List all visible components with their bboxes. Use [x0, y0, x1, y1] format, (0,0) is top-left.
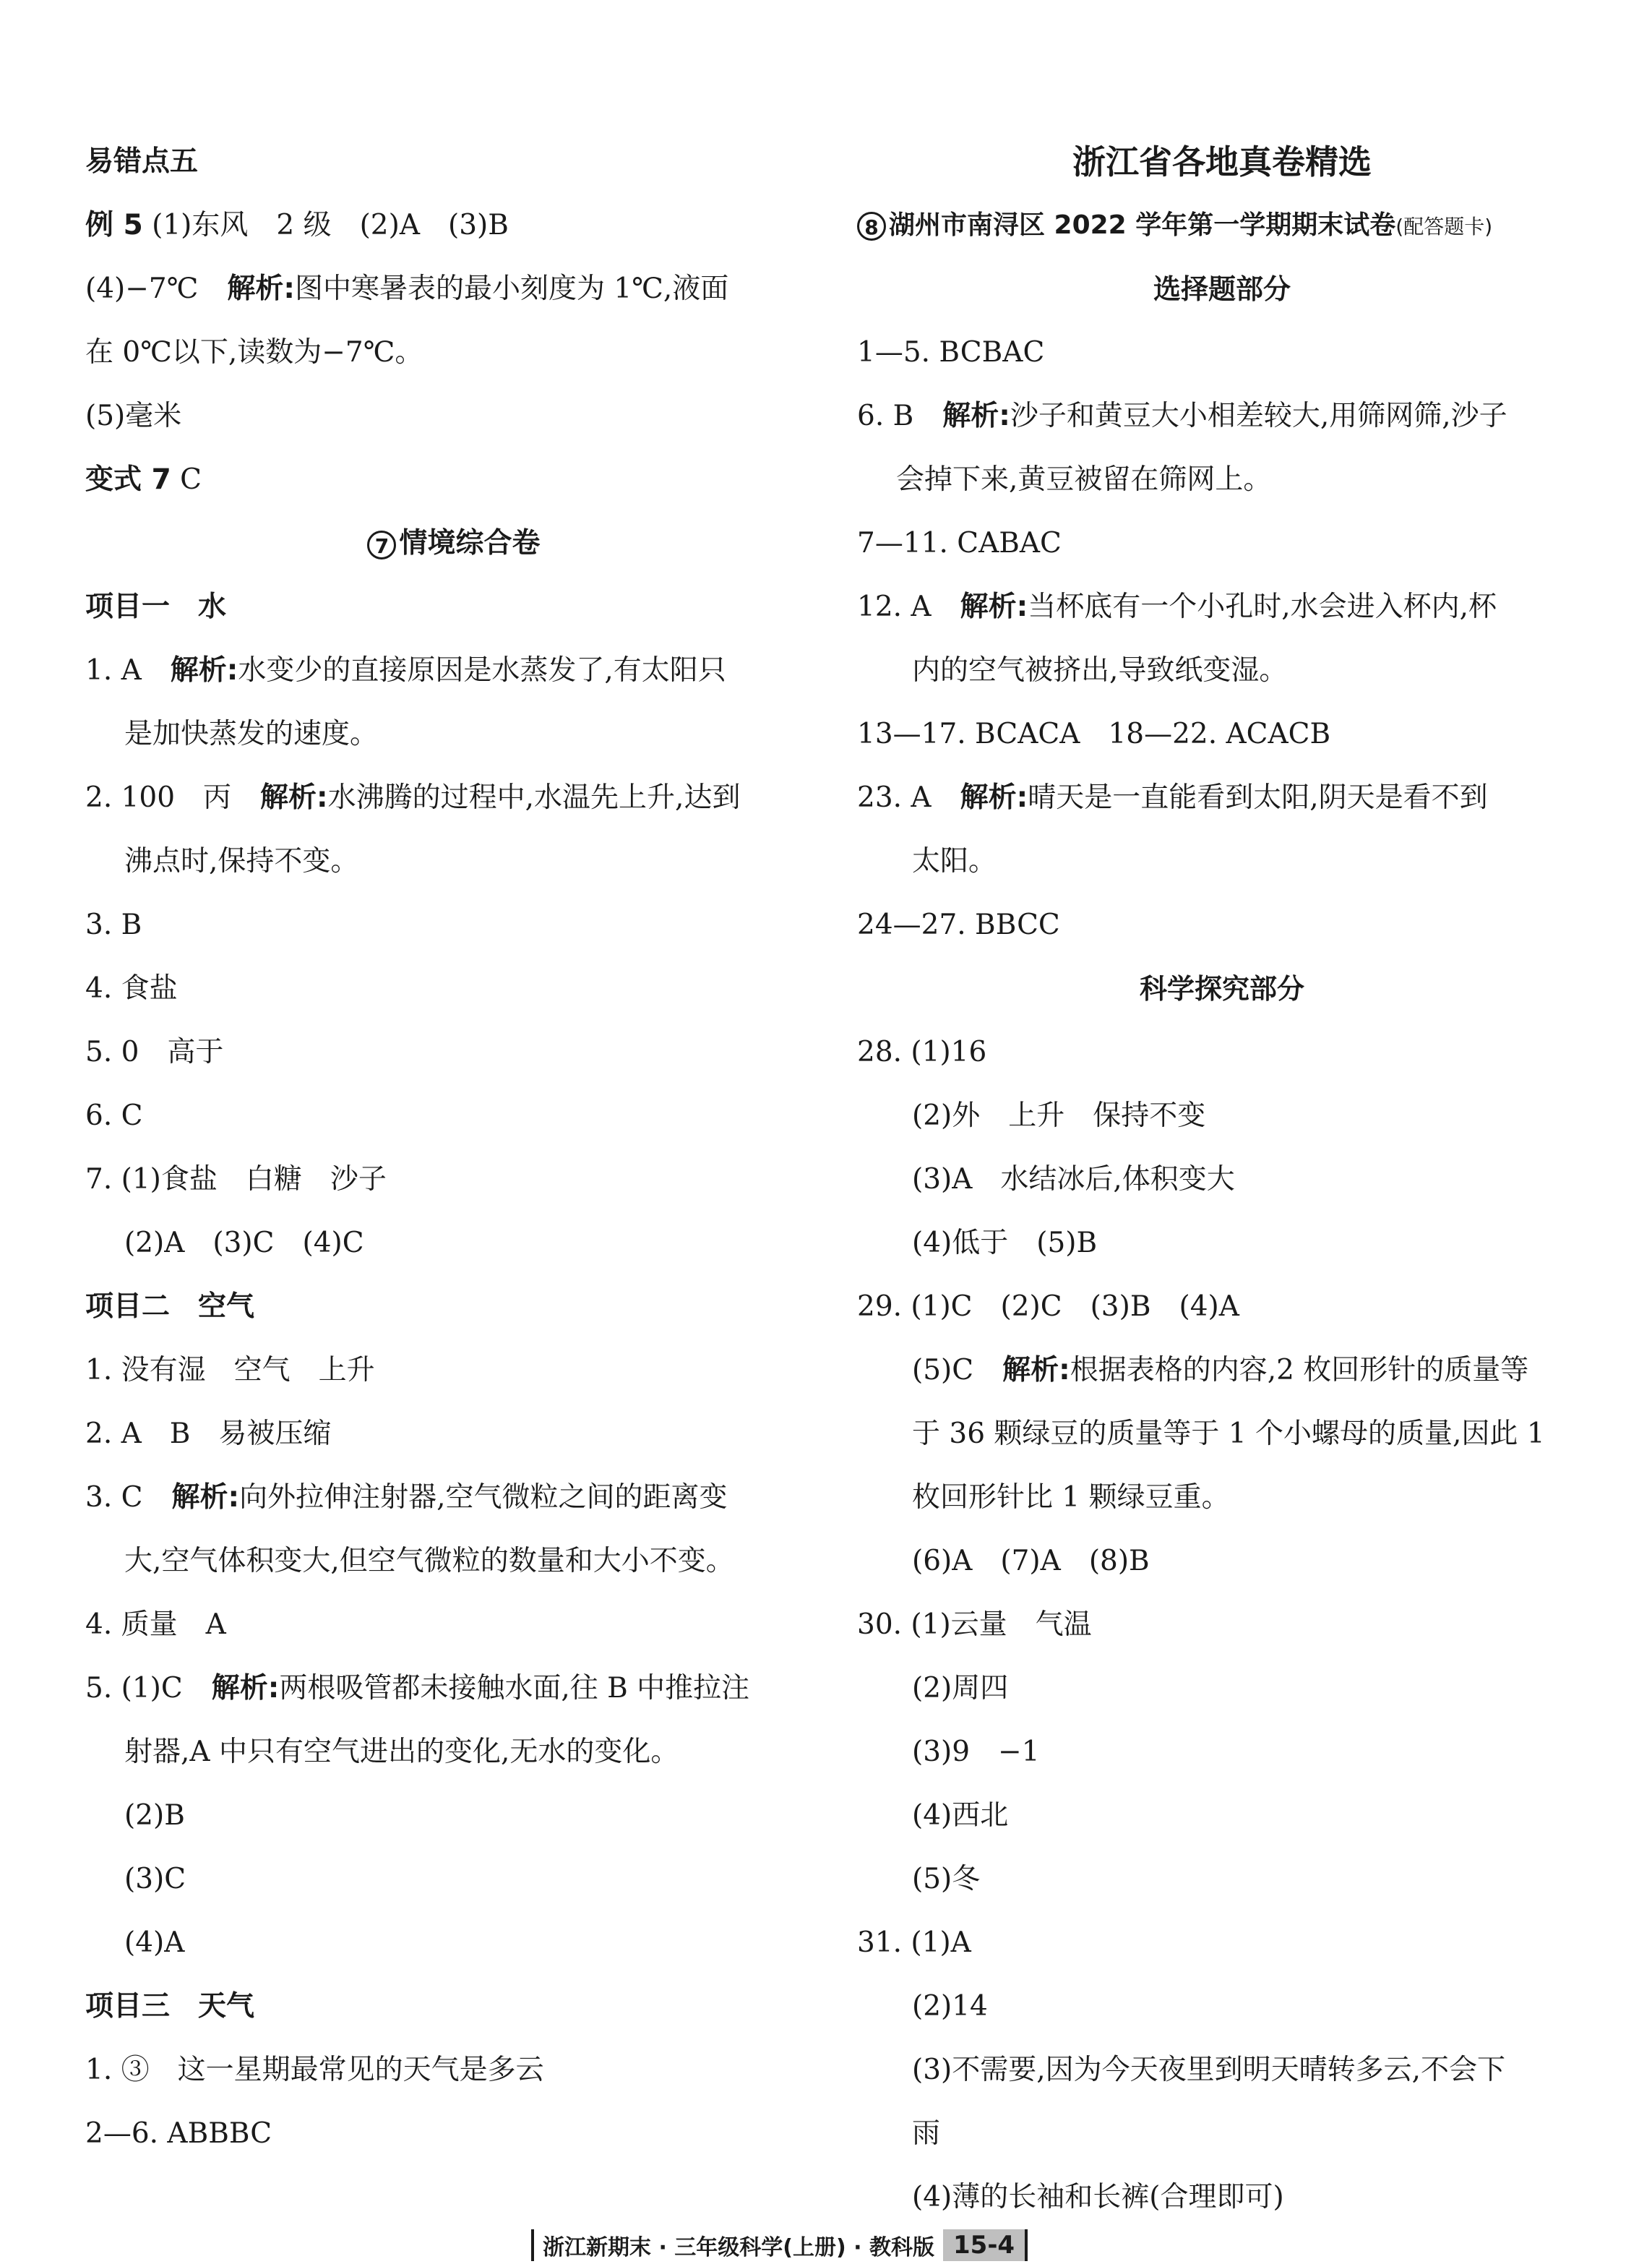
p1-q6: 6. C: [85, 1099, 143, 1132]
p2-q4: 4. 质量 A: [85, 1608, 226, 1641]
r-q24: 24—27. BBCC: [857, 909, 1060, 941]
variant-label: 变式 7: [85, 463, 171, 496]
q29-c: (6)A (7)A (8)B: [912, 1545, 1150, 1577]
p3-q1: 1. ③ 这一星期最常见的天气是多云: [85, 2054, 544, 2086]
p2-q5-b: (2)B: [124, 1799, 185, 1832]
q30-c: (3)9 −1: [912, 1736, 1040, 1768]
p1-q4: 4. 食盐: [85, 972, 178, 1005]
analysis-label: 解析:: [960, 781, 1028, 814]
example-5-line3: 在 0℃以下,读数为−7℃。: [85, 336, 423, 369]
q29-b-cont1: 于 36 颗绿豆的质量等于 1 个小螺母的质量,因此 1: [912, 1418, 1545, 1450]
example-label: 例 5: [85, 209, 143, 241]
p1-q3: 3. B: [85, 909, 142, 941]
p2-q5-c: (3)C: [124, 1863, 186, 1895]
p3-q2: 2—6. ABBBC: [85, 2117, 272, 2150]
q28-a: 28. (1)16: [857, 1036, 987, 1068]
analysis-label: 解析:: [960, 591, 1028, 623]
analysis-label: 解析:: [227, 273, 295, 305]
p1-q5: 5. 0 高于: [85, 1036, 224, 1068]
analysis-text: 沙子和黄豆大小相差较大,用筛网筛,沙子: [1010, 400, 1507, 432]
analysis-text: 根据表格的内容,2 枚回形针的质量等: [1070, 1354, 1529, 1386]
analysis-label: 解析:: [211, 1672, 280, 1705]
answer-text: 12. A: [857, 591, 932, 623]
r-q12: [857, 575, 1587, 639]
answer-text: 5. (1)C: [85, 1672, 183, 1705]
q29-b: [857, 1339, 1587, 1402]
answer-text: 3. C: [85, 1481, 143, 1514]
r-q13: 13—17. BCACA 18—22. ACACB: [857, 718, 1331, 750]
answer-text: 23. A: [857, 781, 932, 814]
r-q12-cont: 内的空气被挤出,导致纸变湿。: [912, 654, 1288, 687]
r-q6: [857, 385, 1587, 448]
province-heading: 浙江省各地真卷精选: [1072, 142, 1372, 181]
q31-b: (2)14: [912, 1990, 988, 2023]
q31-a: 31. (1)A: [857, 1926, 971, 1959]
error-point-heading: 易错点五: [85, 145, 199, 178]
p2-q3-cont: 大,空气体积变大,但空气微粒的数量和大小不变。: [124, 1545, 734, 1577]
q29-b-cont2: 枚回形针比 1 颗绿豆重。: [912, 1481, 1230, 1514]
analysis-text: 晴天是一直能看到太阳,阴天是看不到: [1028, 781, 1488, 814]
p1-q1: [85, 639, 822, 703]
variant-7: [85, 448, 822, 512]
answer-text: (4)−7℃: [85, 273, 199, 305]
example-5-line2: [85, 257, 822, 321]
r-q7: 7—11. CABAC: [857, 527, 1062, 559]
analysis-text: 当杯底有一个小孔时,水会进入杯内,杯: [1028, 591, 1497, 623]
p1-q2-cont: 沸点时,保持不变。: [124, 845, 359, 878]
section-title-text: 情境综合卷: [399, 527, 541, 559]
q31-c-cont: 雨: [912, 2117, 941, 2150]
q31-c: (3)不需要,因为今天夜里到明天晴转多云,不会下: [912, 2054, 1506, 2086]
circled-number: 8: [857, 212, 886, 241]
p2-q3: [85, 1466, 822, 1530]
project-3-title: 项目三 天气: [85, 1990, 255, 2023]
p2-q1: 1. 没有湿 空气 上升: [85, 1354, 375, 1386]
p1-q2: [85, 766, 822, 830]
answer-text: 2. 100 丙: [85, 781, 232, 814]
answer-text: (1)东风 2 级 (2)A (3)B: [152, 209, 509, 241]
analysis-text: 向外拉伸注射器,空气微粒之间的距离变: [239, 1481, 728, 1514]
analysis-text: 图中寒暑表的最小刻度为 1℃,液面: [294, 273, 729, 305]
left-column: [85, 130, 822, 2166]
q29-a: 29. (1)C (2)C (3)B (4)A: [857, 1290, 1239, 1323]
p2-q2: 2. A B 易被压缩: [85, 1418, 332, 1450]
right-column: [857, 130, 1587, 2229]
q30-a: 30. (1)云量 气温: [857, 1608, 1092, 1641]
q30-b: (2)周四: [912, 1672, 1009, 1705]
answer-text: 1. A: [85, 654, 142, 687]
answer-text: C: [180, 463, 202, 496]
q28-c: (3)A 水结冰后,体积变大: [912, 1163, 1235, 1196]
section-7-title: [85, 512, 822, 575]
r-q6-cont: 会掉下来,黄豆被留在筛网上。: [896, 463, 1272, 496]
analysis-label: 解析:: [170, 654, 238, 687]
answer-text: 6. B: [857, 400, 914, 432]
example-5-line4: (5)毫米: [85, 400, 182, 432]
r-q23-cont: 太阳。: [912, 845, 997, 878]
q31-e: (4)薄的长袖和长裤(合理即可): [912, 2181, 1284, 2213]
r-q1: 1—5. BCBAC: [857, 336, 1045, 369]
part-2-title: 科学探究部分: [1139, 973, 1304, 1005]
analysis-text: 水变少的直接原因是水蒸发了,有太阳只: [238, 654, 726, 687]
p1-q7: 7. (1)食盐 白糖 沙子: [85, 1163, 387, 1196]
footer-bar-right: [1025, 2229, 1028, 2261]
footer-book-title: 浙江新期末 · 三年级科学(上册) · 教科版: [543, 2235, 934, 2260]
q30-d: (4)西北: [912, 1799, 1009, 1832]
analysis-label: 解析:: [942, 400, 1010, 432]
analysis-text: 两根吸管都未接触水面,往 B 中推拉注: [279, 1672, 750, 1705]
circled-number: 7: [367, 531, 396, 559]
q30-e: (5)冬: [912, 1863, 981, 1895]
project-1-title: 项目一 水: [85, 591, 227, 623]
analysis-label: 解析:: [1002, 1354, 1070, 1386]
p1-q7-cont: (2)A (3)C (4)C: [124, 1227, 364, 1259]
q28-d: (4)低于 (5)B: [912, 1227, 1098, 1259]
page-number: 15-4: [943, 2229, 1025, 2261]
project-2-title: 项目二 空气: [85, 1290, 255, 1323]
p2-q5-d: (4)A: [124, 1926, 185, 1959]
r-q23: [857, 766, 1587, 830]
answer-text: (5)C: [912, 1354, 974, 1386]
q28-b: (2)外 上升 保持不变: [912, 1099, 1206, 1132]
p1-q1-cont: 是加快蒸发的速度。: [124, 718, 379, 750]
p2-q5-cont: 射器,A 中只有空气进出的变化,无水的变化。: [124, 1736, 679, 1768]
part-1-title: 选择题部分: [1153, 273, 1291, 305]
page-footer: [531, 2229, 1028, 2262]
analysis-text: 水沸腾的过程中,水温先上升,达到: [327, 781, 741, 814]
analysis-label: 解析:: [171, 1481, 240, 1514]
exam-title-text: 湖州市南浔区 2022 学年第一学期期末试卷: [889, 210, 1396, 240]
example-5-line1: [85, 194, 822, 257]
exam-title: [857, 194, 1587, 257]
p2-q5: [85, 1657, 822, 1720]
exam-note: (配答题卡): [1395, 215, 1493, 239]
analysis-label: 解析:: [260, 781, 328, 814]
